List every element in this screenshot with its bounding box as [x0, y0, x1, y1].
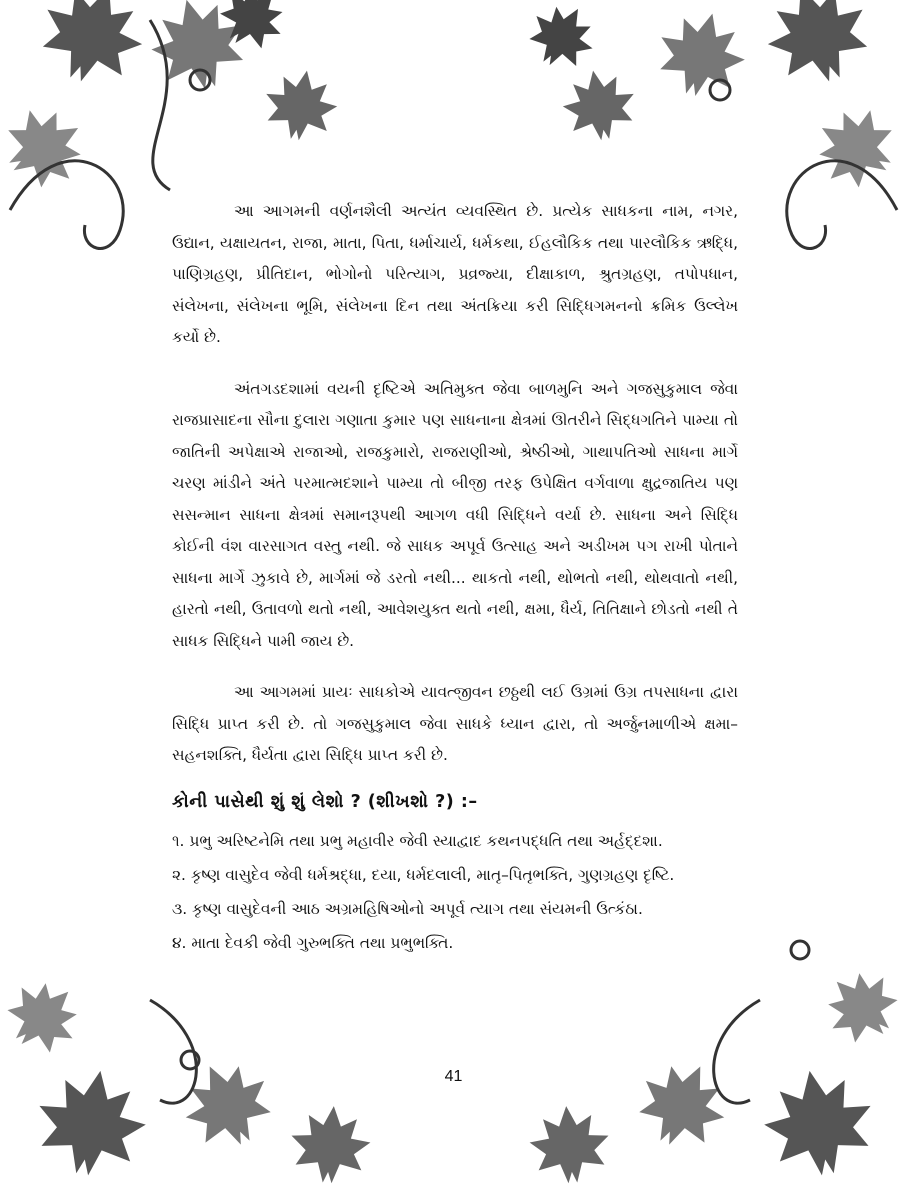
section-heading: કોની પાસેથી શું શું લેશો ? (શીખશો ?) :– [172, 791, 478, 812]
top-left-leaves-decoration [0, 0, 342, 201]
top-right-leaves-decoration [518, 0, 907, 201]
paragraph-3: આ આગમમાં પ્રાયઃ સાધકોએ યાવત્જીવન છઠ્ઠથી લઈ ઉગ્રમાં ઉગ્ર તપસાધના દ્વારા સિદ્ધિ પ્રાપ્ત કરી છે. તો ગજસુકુમાલ જેવા સાધકે ધ્યાન દ્વારા, તો અર્જુનમાળીએ ક્ષમા–સહનશક્તિ, ધૈર્યતા દ્વારા સિદ્ધિ પ્રાપ્ત કરી છે. [172, 683, 738, 764]
list-item: ૪. માતા દેવકી જેવી ગુરુભક્તિ તથા પ્રભુભક્તિ. [172, 933, 454, 952]
list-item: ૩. કૃષ્ણ વાસુદેવની આઠ અગ્રમહિષિઓનો અપૂર્વ ત્યાગ તથા સંયમની ઉત્કંઠા. [172, 899, 643, 918]
paragraph-2: અંતગડદશામાં વયની દૃષ્ટિએ અતિમુક્ત જેવા બાળમુનિ અને ગજસુકુમાલ જેવા રાજપ્રાસાદના સૌના દુલારા ગણાતા કુમાર પણ સાધનાના ક્ષેત્રમાં ઊતરીને સિદ્ધગતિને પામ્યા તો જાતિની અપેક્ષાએ રાજાઓ, રાજકુમારો, રાજરાણીઓ, શ્રેષ્ઠીઓ, ગાથાપતિઓ સાધના માર્ગે ચરણ માંડીને અંતે પરમાત્મદશાને પામ્યા તો બીજી તરફ ઉપેક્ષિત વર્ગવાળા ક્ષુદ્રજાતિય પણ સસન્માન સાધના ક્ષેત્રમાં સમાનરૂપથી આગળ વધી સિદ્ધિને વર્યા છે. સાધના અને સિદ્ધિ કોઈની વંશ વારસાગત વસ્તુ નથી. જે સાધક અપૂર્વ ઉત્સાહ અને અડીખમ પગ રાખી પોતાને સાધના માર્ગે ઝુકાવે છે, માર્ગમાં જે ડરતો નથી... થાકતો નથી, થોભતો નથી, થોથવાતો નથી, હારતો નથી, ઉતાવળો થતો નથી, આવેશયુક્ત થતો નથી, ક્ષમા, ધૈર્ય, તિતિક્ષાને છોડતો નથી તે સાધક સિદ્ધિને પામી જાય છે. [172, 379, 738, 650]
paragraph-1: આ આગમની વર્ણનશૈલી અત્યંત વ્યવસ્થિત છે. પ્રત્યેક સાધકના નામ, નગર, ઉદ્યાન, યક્ષાયતન, રાજા, માતા, પિતા, ધર્માચાર્ય, ધર્મકથા, ઈહલૌકિક તથા પારલૌકિક ઋદ્ધિ, પાણિગ્રહણ, પ્રીતિદાન, ભોગોનો પરિત્યાગ, પ્રવ્રજ્યા, દીક્ષાકાળ, શ્રુતગ્રહણ, તપોપધાન, સંલેખના, સંલેખના ભૂમિ, સંલેખના દિન તથા અંતક્રિયા કરી સિદ્ધિગમનનો ક્રમિક ઉલ્લેખ કર્યો છે. [172, 202, 738, 346]
list-item: ૨. કૃષ્ણ વાસુદેવ જેવી ધર્મશ્રદ્ધા, દયા, ધર્મદલાલી, માતૃ–પિતૃભક્તિ, ગુણગ્રહણ દૃષ્ટિ. [172, 865, 675, 884]
page-content [172, 196, 738, 960]
page-number: 41 [444, 1068, 463, 1085]
list-item: ૧. પ્રભુ અરિષ્ટનેમિ તથા પ્રભુ મહાવીર જેવી સ્યાદ્વાદ કથનપદ્ધતિ તથા અર્હદ્દશા. [172, 831, 663, 850]
